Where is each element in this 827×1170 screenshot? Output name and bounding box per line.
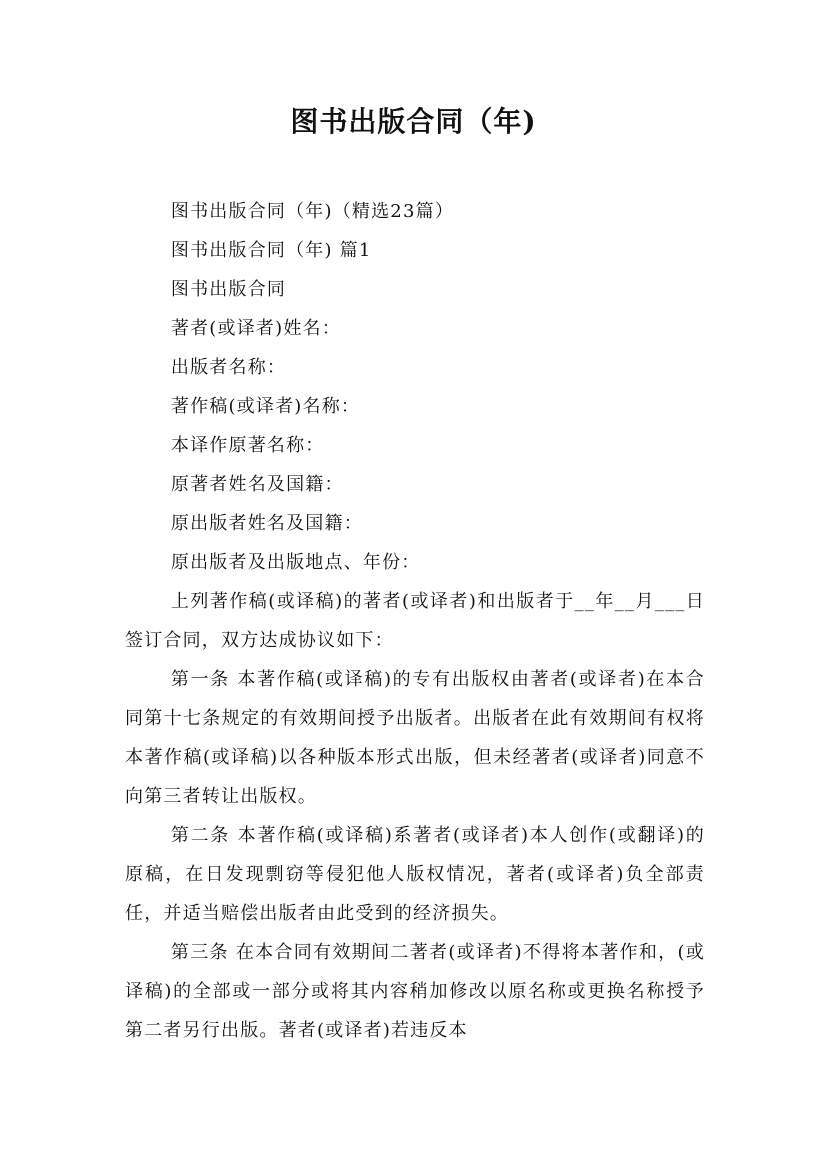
field-original-author: 原著者姓名及国籍：	[170, 474, 344, 495]
paragraph-section-heading: 图书出版合同（年) 篇1	[170, 240, 372, 261]
field-publisher-name: 出版者名称：	[170, 357, 287, 378]
paragraph-contract-name: 图书出版合同	[170, 279, 287, 300]
field-work-name: 著作稿(或译者)名称：	[170, 396, 361, 417]
paragraph-preamble: 上列著作稿(或译稿)的著者(或译者)和出版者于__年__月___日签订合同，双方达成协议如下：	[125, 591, 705, 651]
field-original-publisher: 原出版者姓名及国籍：	[170, 513, 363, 534]
document-title: 图书出版合同（年)	[290, 105, 537, 138]
field-original-work-name: 本译作原著名称：	[170, 435, 325, 456]
document-body	[125, 192, 705, 1050]
field-original-publication-place: 原出版者及出版地点、年份：	[170, 552, 421, 573]
paragraph-article-3: 第三条 在本合同有效期间二著者(或译者)不得将本著作和，(或译稿)的全部或一部分或将其内容稍加修改以原名称或更换名称授予第二者另行出版。著者(或译者)若违反本	[125, 942, 705, 1041]
paragraph-toc-heading: 图书出版合同（年)（精选23篇）	[170, 201, 455, 222]
paragraph-article-1: 第一条 本著作稿(或译稿)的专有出版权由著者(或译者)在本合同第十七条规定的有效期间授予出版者。出版者在此有效期间有权将本著作稿(或译稿)以各种版本形式出版，但未经著者(或译者)同意不向第三者转让出版权。	[125, 669, 705, 807]
paragraph-article-2: 第二条 本著作稿(或译稿)系著者(或译者)本人创作(或翻译)的原稿，在日发现剽窃等侵犯他人版权情况，著者(或译者)负全部责任，并适当赔偿出版者由此受到的经济损失。	[125, 825, 705, 924]
field-author-name: 著者(或译者)姓名：	[170, 318, 341, 339]
